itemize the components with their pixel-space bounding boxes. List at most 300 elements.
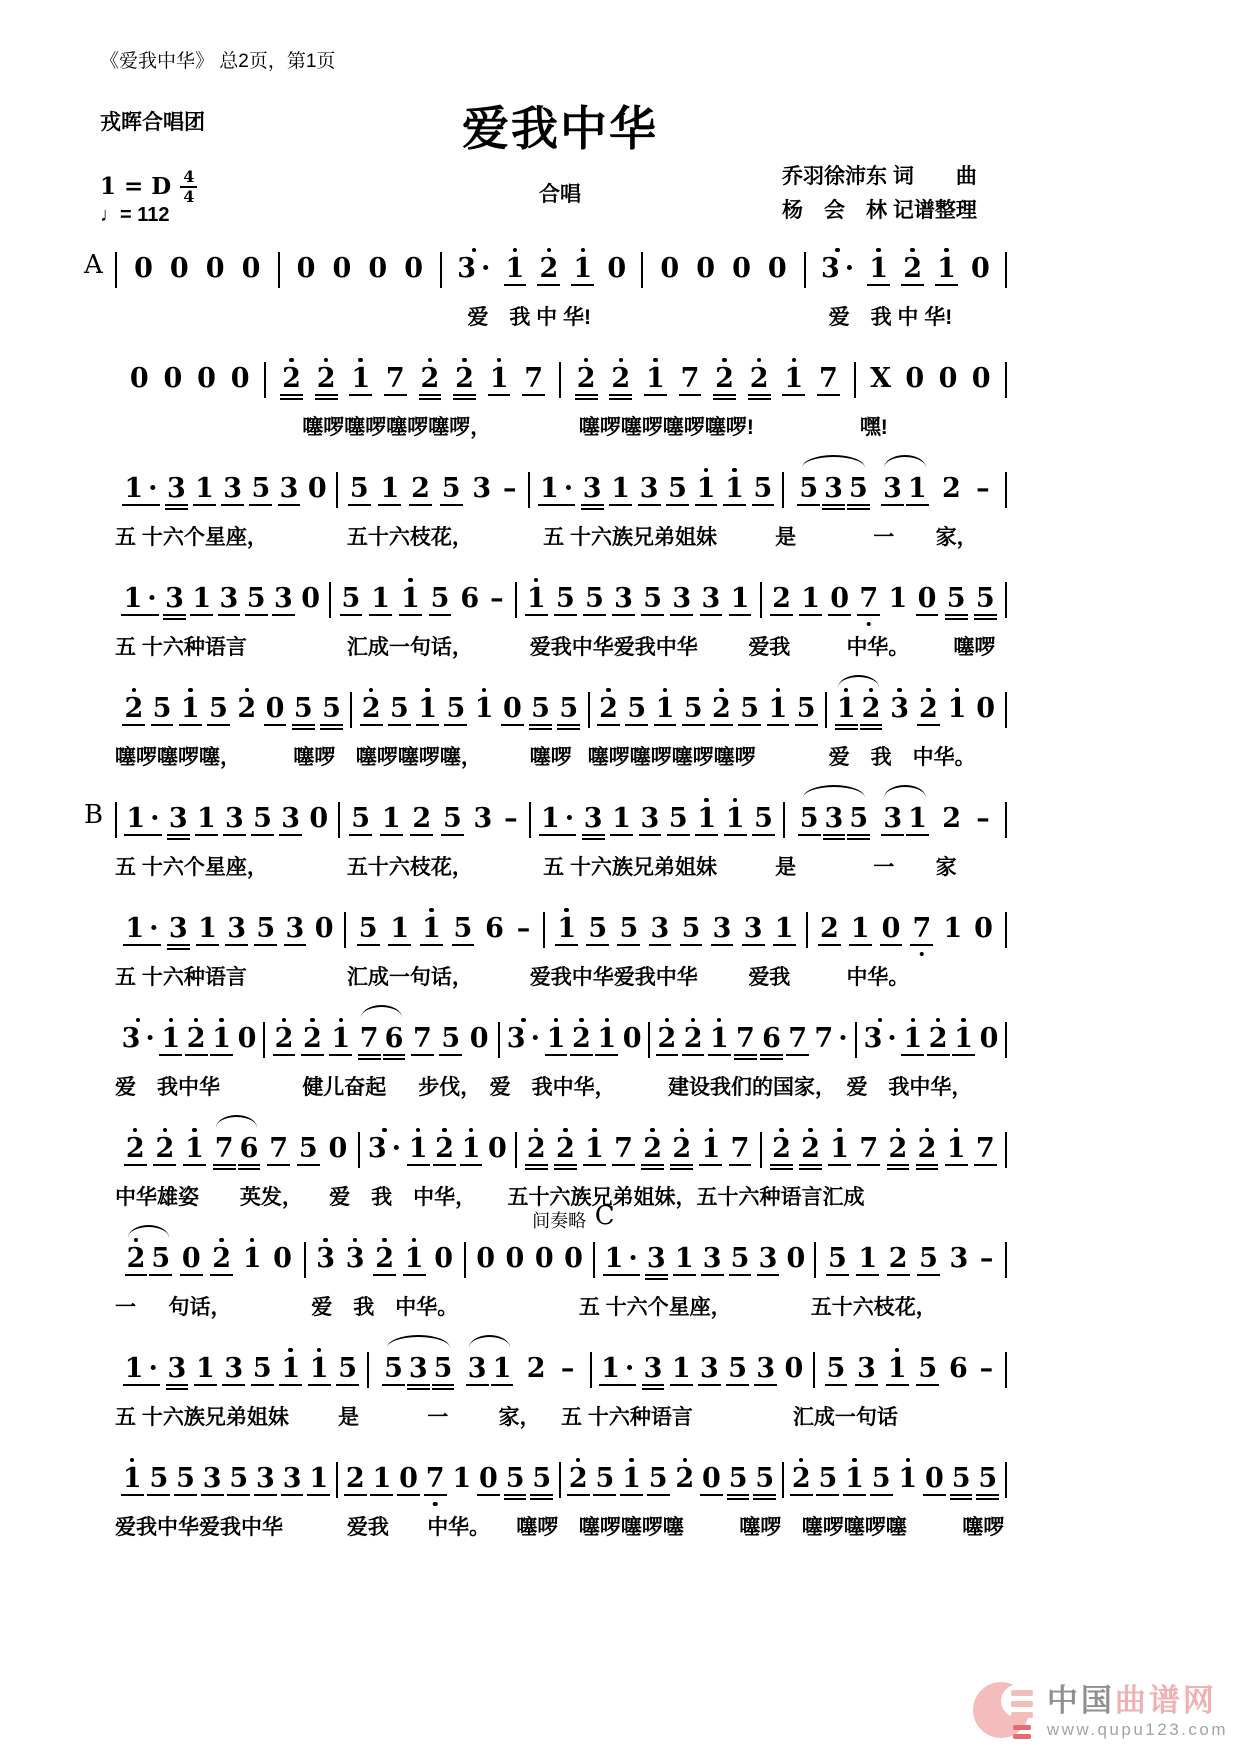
note bbox=[415, 683, 440, 726]
note-digit: 0 bbox=[205, 253, 225, 284]
note-digit: 0 bbox=[917, 583, 937, 614]
note-digit: 3 bbox=[890, 693, 910, 724]
note bbox=[312, 903, 337, 944]
note bbox=[119, 1013, 158, 1054]
note-digit: 0 bbox=[265, 693, 285, 724]
octave-dot-above bbox=[916, 1123, 939, 1133]
note bbox=[782, 1343, 807, 1384]
note-digit: 2 bbox=[412, 803, 432, 834]
octave-dot-above bbox=[583, 573, 606, 583]
dot bbox=[324, 358, 329, 363]
octave-dot-above bbox=[190, 573, 213, 583]
note-digit: 1 bbox=[774, 913, 794, 944]
octave-dot-above bbox=[948, 1233, 971, 1243]
note bbox=[644, 1233, 669, 1276]
credits bbox=[782, 160, 1022, 227]
note bbox=[646, 1453, 671, 1496]
lyric: 噻啰 bbox=[953, 636, 996, 659]
octave-dot-above bbox=[185, 1013, 208, 1023]
note bbox=[566, 1453, 591, 1496]
octave-dot-above bbox=[397, 1453, 420, 1463]
note-digit: 5 bbox=[871, 1463, 891, 1494]
note-digit: 1 · bbox=[540, 803, 575, 834]
dot bbox=[799, 1458, 804, 1463]
note-digit: 0 bbox=[607, 253, 627, 284]
lyric: 五 十六种语言 bbox=[115, 636, 247, 659]
note-digit: 3 bbox=[316, 1243, 336, 1274]
note bbox=[410, 1013, 435, 1056]
note bbox=[396, 1453, 421, 1496]
note bbox=[200, 1453, 225, 1496]
octave-dot-above bbox=[384, 353, 407, 363]
dot bbox=[317, 1348, 322, 1353]
note bbox=[280, 1453, 305, 1496]
lyric: 噻啰 bbox=[962, 1516, 1005, 1539]
note-digit: 5 bbox=[681, 913, 701, 944]
note bbox=[313, 1233, 338, 1274]
octave-dot-above bbox=[147, 1453, 170, 1463]
octave-dot-above bbox=[194, 1343, 217, 1353]
octave-dot-above bbox=[974, 573, 997, 583]
octave-dot-below bbox=[433, 1502, 438, 1507]
note-digit: 1 bbox=[858, 1243, 878, 1274]
measure bbox=[530, 463, 782, 506]
measure bbox=[306, 1233, 464, 1276]
note-digit: 5 bbox=[152, 693, 172, 724]
measure bbox=[338, 1453, 559, 1496]
note bbox=[438, 1013, 463, 1056]
dot bbox=[876, 248, 881, 253]
note bbox=[640, 573, 665, 616]
octave-dot-above bbox=[700, 573, 723, 583]
dot bbox=[576, 1458, 581, 1463]
note-digit: 5 bbox=[298, 1133, 318, 1164]
note-digit: 2 bbox=[599, 693, 618, 724]
note bbox=[570, 243, 595, 286]
dot bbox=[416, 1128, 421, 1133]
note bbox=[909, 903, 934, 946]
music-system bbox=[84, 243, 1007, 329]
note bbox=[789, 1453, 814, 1496]
measure bbox=[595, 1233, 814, 1276]
note bbox=[307, 1343, 332, 1386]
note-digit: 1 bbox=[474, 693, 494, 724]
note-digit: 5 bbox=[151, 1243, 171, 1274]
note-digit: 0 bbox=[197, 363, 216, 394]
measure bbox=[815, 1343, 1005, 1386]
time-signature bbox=[180, 168, 197, 205]
note-digit: 7 bbox=[730, 1133, 750, 1164]
lyric: 爱 我 中 华! bbox=[467, 306, 591, 329]
note-digit: 1 bbox=[903, 1023, 923, 1054]
note-digit: 1 bbox=[180, 693, 200, 724]
note-digit: 5 bbox=[532, 1463, 552, 1494]
measure bbox=[466, 1201, 615, 1274]
note-digit: 1 bbox=[850, 913, 870, 944]
note bbox=[939, 463, 964, 504]
note-digit: 2 bbox=[928, 1023, 948, 1054]
octave-dot-above bbox=[249, 463, 272, 473]
octave-dot-above bbox=[308, 1343, 331, 1353]
octave-dot-above bbox=[313, 903, 336, 913]
note bbox=[279, 353, 304, 396]
octave-dot-above bbox=[887, 1123, 910, 1133]
meter-denominator: 4 bbox=[183, 186, 195, 206]
note-digit: 3 bbox=[582, 473, 602, 504]
octave-dot-above bbox=[366, 1123, 403, 1133]
note-digit: 5 bbox=[848, 473, 868, 504]
measure bbox=[331, 573, 515, 616]
notes-row bbox=[115, 353, 1007, 398]
octave-dot-above bbox=[218, 573, 241, 583]
octave-dot-above bbox=[887, 573, 910, 583]
measure bbox=[115, 1233, 304, 1276]
note bbox=[146, 1453, 171, 1496]
octave-dot-above bbox=[307, 793, 330, 803]
octave-dot-above bbox=[610, 793, 633, 803]
note bbox=[604, 243, 629, 284]
dot bbox=[579, 1018, 584, 1023]
dot bbox=[719, 688, 724, 693]
note bbox=[343, 1453, 368, 1496]
note-digit: 3 bbox=[166, 473, 186, 504]
octave-dot-above bbox=[571, 243, 594, 253]
note bbox=[402, 1233, 427, 1276]
note bbox=[439, 463, 464, 506]
augmentation-dot: · bbox=[391, 1133, 402, 1164]
section-label: C bbox=[594, 1201, 615, 1231]
octave-dot-above bbox=[344, 1453, 367, 1463]
octave-dot-above bbox=[407, 1343, 430, 1353]
lyric: 噻啰噻啰噻， bbox=[115, 746, 241, 769]
octave-dot-above bbox=[886, 1343, 909, 1353]
octave-dot-above bbox=[251, 1343, 274, 1353]
note-digit: 0 bbox=[505, 1243, 525, 1274]
octave-dot-above bbox=[254, 903, 277, 913]
lyric: 爱我 bbox=[346, 1516, 389, 1539]
dot bbox=[497, 358, 502, 363]
barline bbox=[1005, 912, 1007, 948]
octave-dot-above bbox=[222, 1343, 245, 1353]
slur-group bbox=[465, 1343, 515, 1386]
note-digit: 1 · bbox=[124, 473, 158, 504]
note-digit: 6 bbox=[485, 913, 504, 944]
octave-dot-above bbox=[254, 1453, 277, 1463]
note-digit: 5 bbox=[149, 1463, 169, 1494]
note bbox=[608, 463, 633, 506]
note-digit: 0 bbox=[230, 363, 250, 394]
note-digit: 3 bbox=[168, 913, 188, 944]
lyrics-row bbox=[115, 411, 1007, 437]
note bbox=[194, 353, 219, 394]
notes-row bbox=[115, 1123, 1007, 1168]
octave-dot-above bbox=[656, 1013, 679, 1023]
note-digit: 2 bbox=[791, 1463, 811, 1494]
note bbox=[473, 1233, 498, 1274]
dot bbox=[896, 1128, 901, 1133]
octave-dot-above bbox=[978, 1233, 996, 1243]
annotation: 间奏略 bbox=[532, 1211, 587, 1231]
note bbox=[728, 1123, 753, 1166]
lyric: 一 bbox=[115, 1296, 136, 1319]
note-digit: 1 · bbox=[601, 1353, 635, 1384]
note bbox=[747, 353, 772, 396]
note-digit: 5 bbox=[209, 693, 228, 724]
lyric: 爱我 bbox=[748, 966, 791, 989]
note bbox=[973, 683, 998, 724]
lyric: 一 bbox=[873, 856, 895, 879]
note-digit: – bbox=[979, 1243, 994, 1274]
octave-dot-above bbox=[344, 1233, 367, 1243]
measure bbox=[115, 573, 329, 616]
lyric: 噻啰 bbox=[516, 1516, 559, 1539]
octave-dot-above bbox=[501, 683, 524, 693]
dot bbox=[472, 248, 477, 253]
octave-dot-above bbox=[941, 903, 964, 913]
octave-dot-above bbox=[888, 683, 911, 693]
dot bbox=[704, 468, 709, 473]
note bbox=[490, 1343, 515, 1386]
note-digit: – bbox=[490, 583, 504, 614]
note bbox=[569, 1013, 594, 1056]
dot bbox=[944, 248, 949, 253]
augmentation-dot: · bbox=[844, 253, 855, 284]
octave-dot-above bbox=[593, 1453, 616, 1463]
note bbox=[294, 243, 319, 284]
note bbox=[585, 903, 610, 946]
note-digit: 2 bbox=[345, 1463, 365, 1494]
octave-dot-above bbox=[330, 243, 353, 253]
octave-dot-above bbox=[742, 903, 765, 913]
note bbox=[977, 1343, 997, 1384]
note bbox=[382, 1013, 407, 1056]
note bbox=[759, 1013, 784, 1056]
octave-dot-above bbox=[301, 1013, 324, 1023]
note bbox=[926, 1013, 951, 1056]
measure bbox=[650, 1013, 855, 1056]
note bbox=[969, 353, 994, 394]
publisher-text bbox=[1047, 1684, 1228, 1740]
note bbox=[817, 903, 842, 946]
note bbox=[944, 1123, 969, 1166]
note bbox=[619, 1453, 644, 1496]
octave-dot-above bbox=[207, 683, 230, 693]
octave-dot-above bbox=[149, 1233, 172, 1243]
note bbox=[678, 353, 703, 396]
note-digit: 0 bbox=[181, 1243, 201, 1274]
octave-dot-above bbox=[369, 573, 392, 583]
dot bbox=[194, 1018, 199, 1023]
octave-dot-above bbox=[388, 683, 411, 693]
octave-dot-above bbox=[782, 353, 805, 363]
lyric: 爱我中华爱我中华 bbox=[529, 636, 698, 659]
note bbox=[248, 463, 273, 506]
octave-dot-above bbox=[855, 1343, 878, 1353]
octave-dot-above bbox=[525, 1343, 548, 1353]
note-digit: 5 bbox=[341, 583, 361, 614]
choir-group-name: 戎晖合唱团 bbox=[100, 111, 205, 134]
octave-dot-above bbox=[315, 353, 338, 363]
octave-dot-above bbox=[625, 683, 648, 693]
note bbox=[504, 1013, 543, 1054]
octave-dot-above bbox=[529, 683, 552, 693]
note-digit: 0 bbox=[925, 1463, 944, 1494]
note-digit: 3 bbox=[646, 1243, 666, 1274]
note bbox=[319, 683, 344, 726]
note-digit: 0 bbox=[979, 1023, 999, 1054]
octave-dot-above bbox=[881, 463, 904, 473]
note bbox=[500, 683, 525, 726]
octave-dot-above bbox=[647, 1453, 670, 1463]
note bbox=[728, 573, 753, 616]
octave-dot-above bbox=[132, 243, 155, 253]
note-digit: 1 bbox=[390, 913, 410, 944]
note-digit: 5 bbox=[919, 1243, 938, 1274]
note-digit: 5 bbox=[796, 693, 816, 724]
note-digit: 0 bbox=[767, 253, 787, 284]
octave-dot-above bbox=[453, 353, 476, 363]
octave-dot-above bbox=[441, 793, 464, 803]
note bbox=[582, 573, 607, 616]
note bbox=[902, 353, 927, 394]
octave-dot-above bbox=[236, 1013, 259, 1023]
note bbox=[244, 573, 269, 616]
note-digit: 3 bbox=[743, 913, 763, 944]
note bbox=[973, 463, 993, 504]
note bbox=[381, 1343, 406, 1386]
notes-row bbox=[84, 793, 1007, 838]
octave-dot-above bbox=[595, 1013, 618, 1023]
octave-dot-above bbox=[916, 573, 939, 583]
note bbox=[915, 1343, 940, 1386]
note bbox=[553, 573, 578, 616]
note bbox=[846, 463, 871, 506]
note-digit: 1 bbox=[404, 1243, 424, 1274]
note bbox=[556, 683, 581, 726]
note bbox=[869, 1453, 894, 1496]
dot bbox=[663, 688, 668, 693]
note-digit: 0 bbox=[564, 1243, 583, 1274]
note bbox=[834, 683, 859, 726]
note bbox=[602, 1233, 641, 1276]
dot bbox=[592, 1128, 597, 1133]
octave-dot-above bbox=[195, 793, 218, 803]
note-digit: 1 bbox=[381, 803, 401, 834]
dot bbox=[429, 908, 434, 913]
barline bbox=[1005, 1022, 1007, 1058]
note-digit: 1 bbox=[242, 1243, 262, 1274]
note bbox=[922, 1453, 947, 1496]
note-digit: – bbox=[504, 803, 518, 834]
note-digit: 7 bbox=[859, 1133, 879, 1164]
dot bbox=[691, 1018, 696, 1023]
note bbox=[220, 463, 245, 506]
note-digit: 0 bbox=[479, 1463, 498, 1494]
note bbox=[357, 1013, 382, 1056]
note-digit: 5 bbox=[668, 803, 688, 834]
note-digit: 3 · bbox=[121, 1023, 155, 1054]
note-digit: 0 bbox=[534, 1243, 554, 1274]
octave-dot-above bbox=[748, 353, 771, 363]
note bbox=[666, 793, 691, 836]
note-digit: 1 bbox=[784, 363, 804, 394]
note bbox=[710, 903, 735, 946]
note bbox=[467, 1013, 492, 1054]
note bbox=[314, 353, 339, 396]
note bbox=[752, 1453, 777, 1496]
octave-dot-above bbox=[474, 1233, 497, 1243]
note bbox=[581, 793, 606, 836]
dot bbox=[469, 1128, 474, 1133]
octave-dot-above bbox=[642, 1343, 665, 1353]
measure bbox=[117, 243, 278, 284]
octave-dot-above bbox=[562, 1233, 585, 1243]
measure bbox=[545, 903, 806, 946]
note-digit: 1 bbox=[421, 913, 441, 944]
octave-dot-above bbox=[673, 1233, 696, 1243]
octave-dot-above bbox=[670, 1343, 693, 1353]
octave-dot-above bbox=[204, 243, 227, 253]
measure bbox=[115, 1013, 263, 1056]
octave-dot-above bbox=[799, 573, 822, 583]
note-digit: 0 bbox=[241, 253, 261, 284]
octave-dot-above bbox=[251, 793, 274, 803]
note bbox=[640, 1123, 665, 1166]
notes-row bbox=[115, 463, 1007, 508]
dot bbox=[412, 1238, 417, 1243]
augmentation-dot: · bbox=[563, 473, 574, 504]
lyric: 五 十六族兄弟姐妹 bbox=[543, 526, 717, 549]
note bbox=[973, 573, 998, 616]
octave-dot-above bbox=[180, 1233, 203, 1243]
note-digit: 3 bbox=[824, 803, 844, 834]
note bbox=[669, 1123, 694, 1166]
note-digit: 1 bbox=[697, 803, 717, 834]
dot bbox=[837, 1128, 842, 1133]
note-digit: 1 bbox=[185, 1133, 204, 1164]
dot bbox=[757, 358, 762, 363]
octave-dot-above bbox=[299, 573, 322, 583]
note-digit: 2 bbox=[917, 1133, 937, 1164]
note bbox=[237, 1123, 262, 1166]
note-digit: 1 bbox=[768, 693, 788, 724]
lyric: 噻啰 bbox=[529, 746, 572, 769]
note bbox=[582, 1123, 607, 1166]
dot bbox=[282, 1018, 287, 1023]
measure bbox=[856, 353, 1005, 394]
note-digit: 2 bbox=[675, 1463, 695, 1494]
octave-dot-above bbox=[654, 683, 677, 693]
note bbox=[944, 573, 969, 616]
note bbox=[887, 683, 912, 724]
slur-group bbox=[124, 1233, 174, 1276]
note bbox=[182, 1123, 207, 1166]
note bbox=[524, 1123, 549, 1166]
octave-dot-above bbox=[682, 1013, 705, 1023]
note-digit: 7 bbox=[818, 363, 838, 394]
note bbox=[558, 1343, 578, 1384]
note-digit: 1 bbox=[212, 1023, 231, 1054]
note bbox=[160, 353, 185, 394]
note bbox=[859, 683, 884, 726]
octave-dot-above bbox=[432, 1343, 455, 1353]
note bbox=[856, 1123, 881, 1166]
note bbox=[866, 243, 891, 286]
note bbox=[915, 1123, 940, 1166]
credit-lyrics-composer: 乔羽徐沛东 词 曲 bbox=[782, 165, 977, 188]
octave-dot-above bbox=[649, 903, 672, 913]
lyrics-row bbox=[115, 1181, 1007, 1207]
